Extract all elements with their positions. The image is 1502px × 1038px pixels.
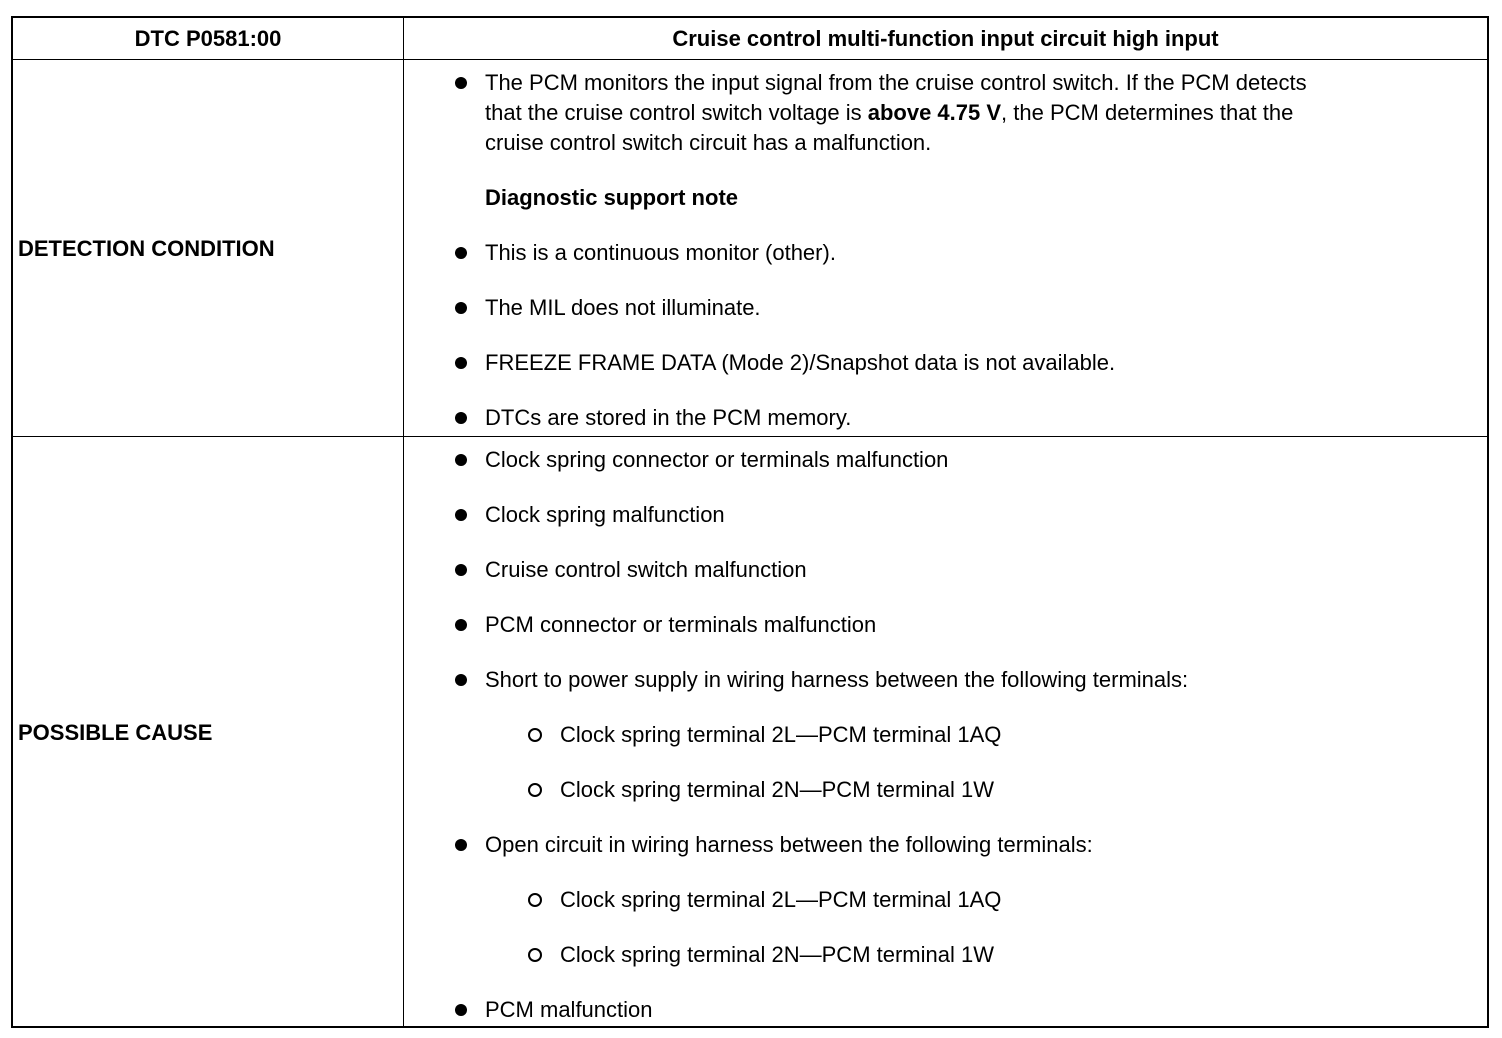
list-item: Open circuit in wiring harness between the following terminals: (485, 832, 1093, 857)
cause-content-cell (404, 437, 1487, 1026)
detection-item-text: that the cruise control switch voltage is (485, 100, 868, 125)
possible-cause-row (13, 437, 1487, 1026)
list-item: Cruise control switch malfunction (485, 557, 807, 582)
list-item: Short to power supply in wiring harness between the following terminals: (485, 667, 1189, 692)
bullet-icon (455, 1004, 467, 1016)
bullet-icon (455, 564, 467, 576)
bullet-icon (455, 674, 467, 686)
open-bullet-icon (528, 893, 542, 907)
sub-list-item: Clock spring terminal 2N—PCM terminal 1W (560, 777, 994, 802)
open-bullet-icon (528, 728, 542, 742)
bullet-icon (455, 302, 467, 314)
dtc-table (11, 16, 1489, 1028)
bullet-icon (455, 454, 467, 466)
bullet-icon (455, 247, 467, 259)
header-code-cell (13, 18, 404, 59)
detection-condition-row (13, 60, 1487, 437)
bullet-icon (455, 839, 467, 851)
table-header-row (13, 18, 1487, 60)
list-item: FREEZE FRAME DATA (Mode 2)/Snapshot data is not available. (485, 350, 1116, 375)
detection-item-text: , the PCM determines that the (1001, 100, 1294, 125)
sub-list-item: Clock spring terminal 2L—PCM terminal 1AQ (560, 722, 1002, 747)
bullet-icon (455, 619, 467, 631)
open-bullet-icon (528, 783, 542, 797)
list-item: This is a continuous monitor (other). (485, 240, 836, 265)
header-description-cell (404, 18, 1487, 59)
detection-item-line: The PCM monitors the input signal from the cruise control switch. If the PCM detects (485, 70, 1307, 95)
open-bullet-icon (528, 948, 542, 962)
list-item: DTCs are stored in the PCM memory. (485, 405, 852, 430)
detection-content-cell (404, 60, 1487, 436)
sub-list-item: Clock spring terminal 2N—PCM terminal 1W (560, 942, 994, 967)
bullet-icon (455, 357, 467, 369)
sub-list-item: Clock spring terminal 2L—PCM terminal 1AQ (560, 887, 1002, 912)
detection-item-line (485, 98, 1293, 128)
bullet-icon (455, 412, 467, 424)
list-item: Clock spring connector or terminals malfunction (485, 447, 949, 472)
detection-label-cell (13, 60, 404, 436)
bullet-icon (455, 77, 467, 89)
list-item: The MIL does not illuminate. (485, 295, 761, 320)
dtc-description: Cruise control multi-function input circuit high input (672, 26, 1219, 51)
bullet-icon (455, 509, 467, 521)
possible-cause-label: POSSIBLE CAUSE (18, 720, 213, 745)
diagnostic-support-note-heading: Diagnostic support note (485, 185, 738, 210)
detection-condition-label: DETECTION CONDITION (18, 236, 275, 261)
list-item: PCM connector or terminals malfunction (485, 612, 877, 637)
list-item: Clock spring malfunction (485, 502, 725, 527)
detection-item-line: cruise control switch circuit has a malfunction. (485, 130, 932, 155)
list-item: PCM malfunction (485, 997, 653, 1022)
cause-label-cell (13, 437, 404, 1026)
voltage-threshold: above 4.75 V (867, 100, 1002, 125)
dtc-code: DTC P0581:00 (134, 26, 282, 51)
